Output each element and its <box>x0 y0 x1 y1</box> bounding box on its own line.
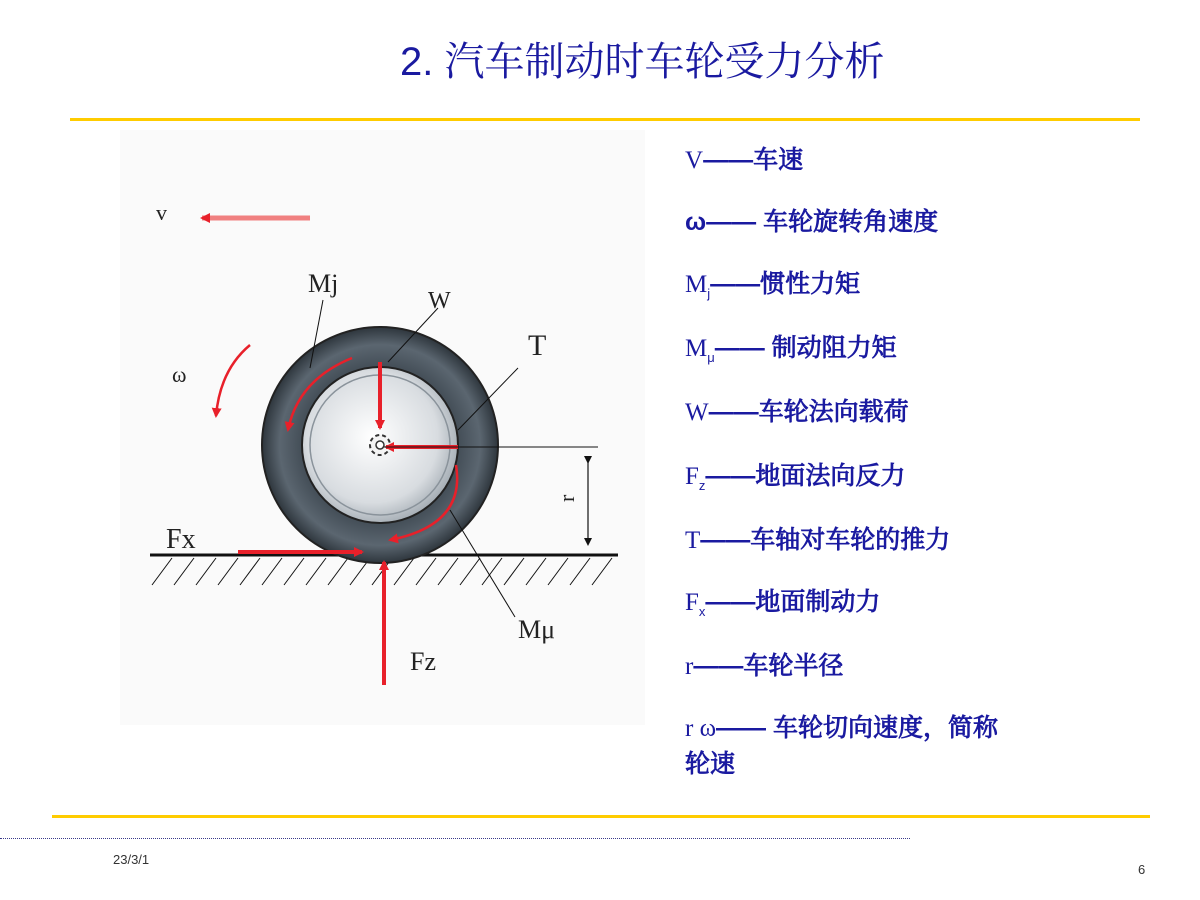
footer-rule <box>52 815 1150 818</box>
legend-item-omega: ω—— 车轮旋转角速度 <box>685 208 939 236</box>
legend-item-mj: $M_j——$惯性力矩 <box>685 270 861 301</box>
label-w: W <box>428 288 451 314</box>
wheel-diagram-svg <box>120 130 645 725</box>
legend-item-r: r——车轮半径 <box>685 652 844 680</box>
label-r: r <box>554 494 579 502</box>
hub-center <box>376 441 384 449</box>
legend-item-mmu: $M_\mu——$ 制动阻力矩 <box>685 334 897 365</box>
legend-item-t: T——车轴对车轮的推力 <box>685 526 951 554</box>
leader-mmu <box>450 510 515 617</box>
label-mmu: Mμ <box>518 615 556 644</box>
legend-item-v: V——车速 <box>685 146 804 174</box>
label-mj: Mj <box>308 269 339 298</box>
label-fx: Fx <box>166 524 196 555</box>
label-fz: Fz <box>410 647 436 676</box>
label-t: T <box>528 329 547 362</box>
title-underline <box>70 118 1140 121</box>
page-number: 6 <box>1138 862 1146 877</box>
label-omega: ω <box>172 362 187 387</box>
label-v: v <box>156 200 167 225</box>
legend-item-fx: $F_x——$地面制动力 <box>685 588 881 619</box>
slide-title: 2. 汽车制动时车轮受力分析 <box>400 40 885 84</box>
footer-dotted-line <box>0 838 910 839</box>
legend-item-r-omega: r ω—— 车轮切向速度，简称 轮速 <box>685 714 998 778</box>
omega-arrow <box>216 345 250 416</box>
legend-item-fz: $F_z——$地面法向反力 <box>685 462 906 493</box>
wheel-force-diagram <box>120 130 645 725</box>
legend-item-w: W——车轮法向载荷 <box>685 398 909 426</box>
footer-date: 23/3/1 <box>113 852 150 867</box>
